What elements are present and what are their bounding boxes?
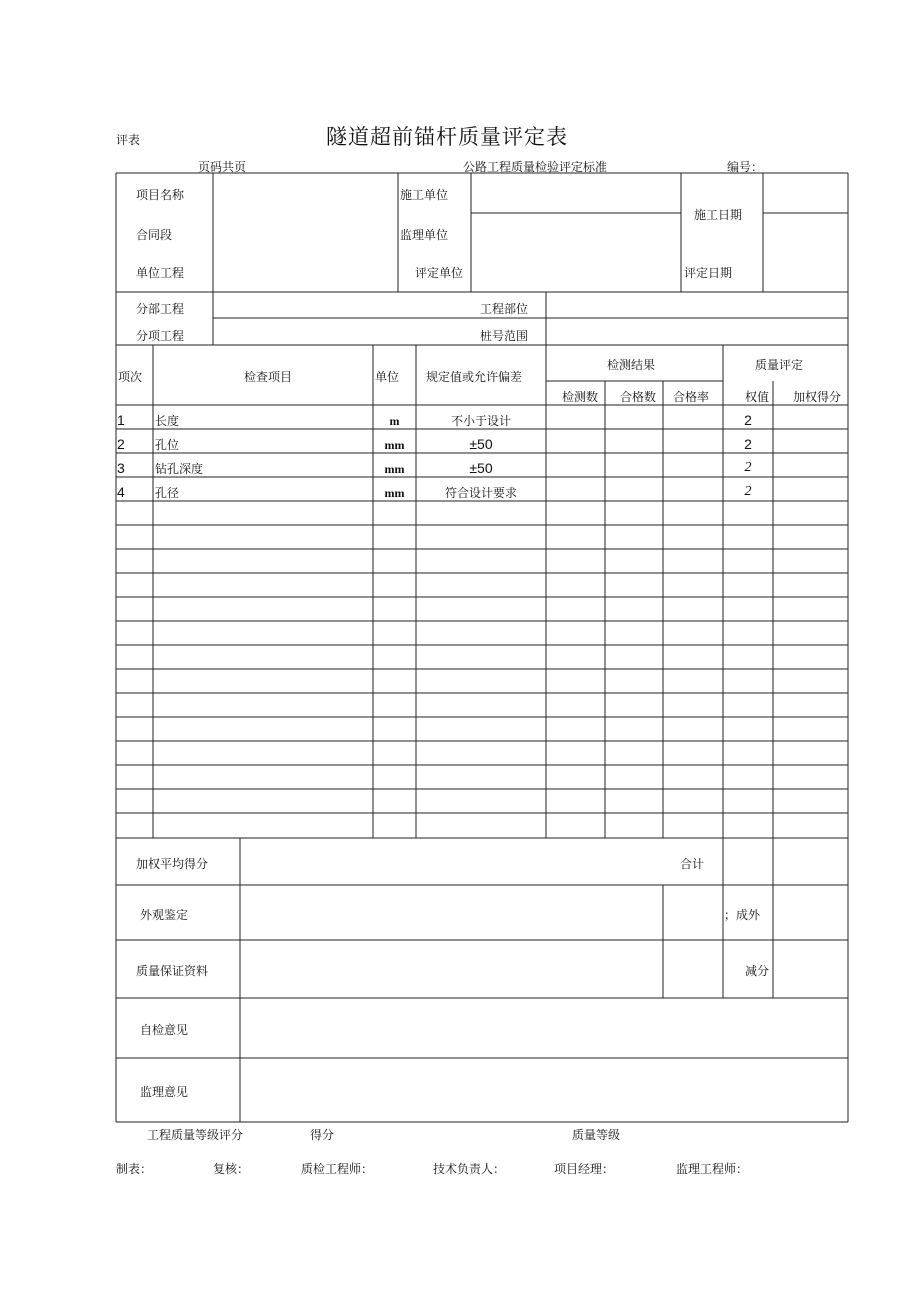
project-manager-label: 项目经理： [554,1162,615,1176]
row-index: 4 [117,484,125,500]
score-label: 得分 [310,1128,335,1142]
col-unit: 单位 [375,370,400,384]
evaluation-date-label: 评定日期 [684,266,733,280]
row-weight: 2 [744,484,752,499]
tech-lead-label: 技术负责人： [433,1162,506,1176]
col-count: 检测数 [562,390,599,404]
page-info: 页码共页 [198,160,247,174]
row-index: 3 [117,460,125,476]
row-weight: 2 [744,436,752,452]
col-rate: 合格率 [673,390,710,404]
row-item: 孔径 [155,486,180,500]
weighted-average-label: 加权平均得分 [136,857,209,871]
evaluation-unit-label: 评定单位 [415,266,464,280]
col-tolerance: 规定值或允许偏差 [426,370,523,384]
col-passed: 合格数 [620,390,657,404]
total-label: 合计 [680,857,705,871]
qc-engineer-label: 质检工程师： [301,1162,374,1176]
col-results: 检测结果 [607,358,656,372]
col-check-item: 检查项目 [244,370,293,384]
row-weight: 2 [744,412,752,428]
row-unit: mm [384,438,405,452]
appearance-label: 外观鉴定 [140,908,189,922]
self-check-label: 自检意见 [140,1023,189,1037]
item-project-label: 分项工程 [136,329,185,343]
row-item: 孔位 [155,438,180,452]
unit-project-label: 单位工程 [136,266,185,280]
row-unit: m [389,414,400,428]
serial-label: 编号： [727,160,764,174]
row-tolerance: 符合设计要求 [444,486,517,500]
grade-label: 质量等级 [572,1128,621,1142]
construction-date-label: 施工日期 [694,208,743,222]
row-tolerance: 不小于设计 [450,414,511,428]
row-tolerance: ±50 [469,460,493,476]
grade-eval-label: 工程质量等级评分 [147,1128,244,1142]
supervision-opinion-label: 监理意见 [140,1085,189,1099]
form-tag: 评表 [116,133,141,147]
deduct-top-label: ；成外 [724,908,761,922]
standard-name: 公路工程质量检验评定标准 [463,160,608,174]
row-tolerance: ±50 [469,436,493,452]
project-name-label: 项目名称 [136,188,185,202]
construction-unit-label: 施工单位 [400,188,449,202]
row-index: 1 [117,412,125,428]
row-item: 钻孔深度 [155,462,204,476]
prepared-by-label: 制表： [116,1162,153,1176]
row-unit: mm [384,462,405,476]
row-index: 2 [117,436,125,452]
col-quality: 质量评定 [755,358,804,372]
quality-docs-label: 质量保证资料 [136,964,209,978]
row-unit: mm [384,486,405,500]
col-index: 项次 [118,370,143,384]
supervisor-label: 监理工程师： [676,1162,749,1176]
col-weight: 权值 [745,390,770,404]
col-weighted: 加权得分 [793,390,842,404]
contract-section-label: 合同段 [136,228,173,242]
project-location-label: 工程部位 [480,302,529,316]
page-title: 隧道超前锚杆质量评定表 [326,125,568,149]
deduct-bottom-label: 减分 [745,964,770,978]
supervision-unit-label: 监理单位 [400,228,449,242]
row-item: 长度 [155,414,180,428]
row-weight: 2 [744,460,752,475]
reviewed-by-label: 复核： [213,1162,250,1176]
chainage-range-label: 桩号范围 [480,329,529,343]
division-project-label: 分部工程 [136,302,185,316]
